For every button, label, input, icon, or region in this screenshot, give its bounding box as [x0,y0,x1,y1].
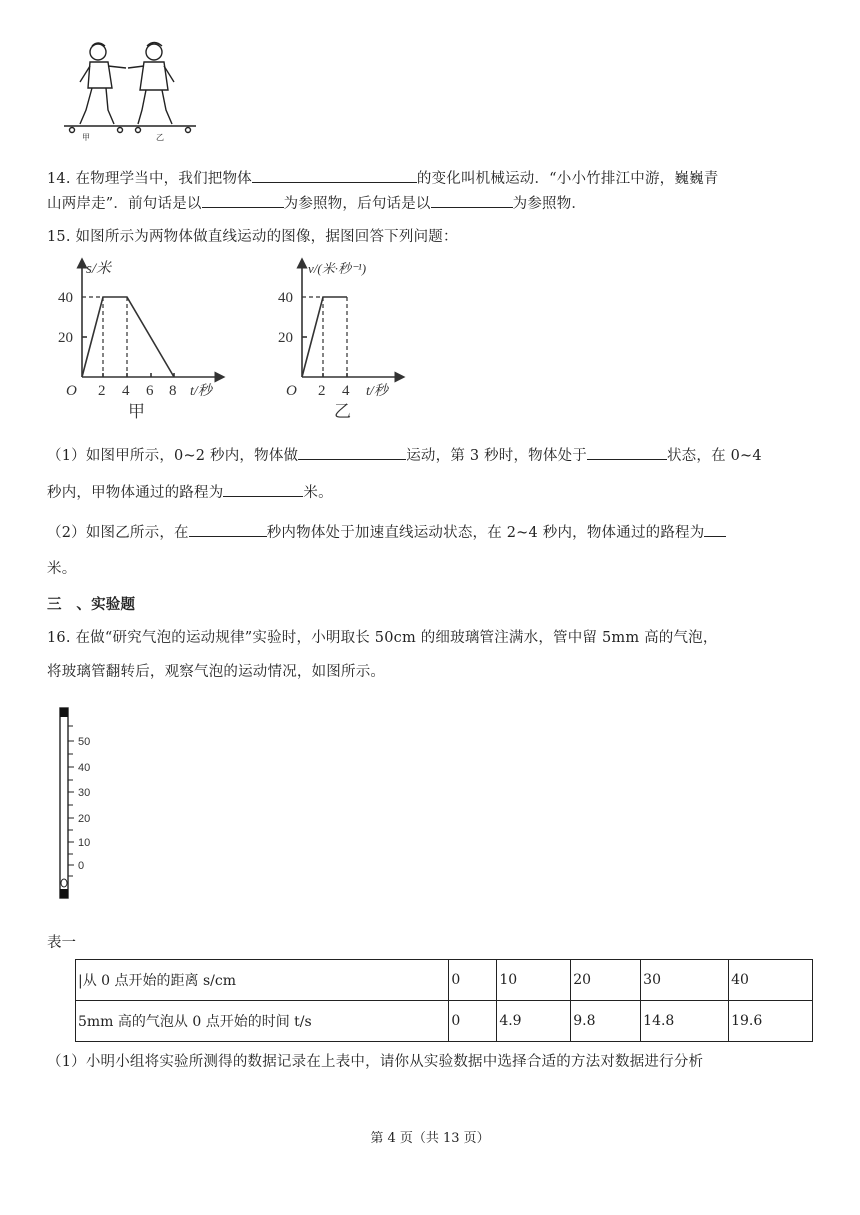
table-cell: 10 [497,960,571,1001]
q14-line1 [47,167,719,188]
table-cell: 40 [729,960,813,1001]
q15-p2-line2: 米。 [47,561,77,577]
yi-origin: O [286,383,297,399]
q15-stem: 15. 如图所示为两物体做直线运动的图像，据图回答下列问题： [47,229,458,245]
jia-x-label: t/秒 [190,384,212,399]
yi-xtick-2: 2 [318,383,326,399]
person-yi-label: 乙 [156,133,164,142]
q15-p1-blank-2[interactable] [587,444,667,460]
q14-blank-3[interactable] [431,192,513,208]
q14-blank-1[interactable] [252,167,417,183]
person-jia-label: 甲 [82,133,90,142]
table-cell: |从 0 点开始的距离 s/cm [76,960,449,1001]
q15-p1-text-e: 米。 [303,485,333,501]
q14-text-b: 的变化叫机械运动．“小小竹排江中游，巍巍青 [416,171,719,187]
q15-p2-blank-2[interactable] [704,521,726,537]
q16-p1: （1）小明小组将实验所测得的数据记录在上表中，请你从实验数据中选择合适的方法对数据进行分析 [47,1054,704,1070]
table-row [76,960,813,1001]
table-cell: 4.9 [497,1001,571,1042]
tube-mark-30: 30 [78,787,91,799]
graph-jia [50,255,240,420]
jia-xtick-6: 6 [146,383,154,399]
jia-ytick-20: 20 [58,330,73,346]
q16-line2: 将玻璃管翻转后，观察气泡的运动情况，如图所示。 [47,664,386,680]
tube-mark-0: 0 [78,860,85,872]
table-cell: 5mm 高的气泡从 0 点开始的时间 t/s [76,1001,449,1042]
q14-text-c: 山两岸走”．前句话是以 [47,196,202,212]
table-cell: 0 [449,1001,497,1042]
jia-ytick-40: 40 [58,290,73,306]
table-cell: 19.6 [729,1001,813,1042]
table-cell: 14.8 [641,1001,729,1042]
tube-mark-10: 10 [78,837,91,849]
table-cell: 20 [571,960,641,1001]
table-caption: 表一 [47,935,76,951]
q15-p1-blank-1[interactable] [298,444,406,460]
q15-p1-line1 [47,444,762,465]
q14-text-a: 14. 在物理学当中，我们把物体 [47,171,252,187]
jia-caption: 甲 [128,402,145,420]
q15-p1-text-b: 运动，第 3 秒时，物体处于 [406,448,587,464]
yi-xtick-4: 4 [342,383,350,399]
q16-line1: 16. 在做“研究气泡的运动规律”实验时，小明取长 50cm 的细玻璃管注满水，管中留 5mm 高的气泡， [47,630,718,646]
table-row [76,1001,813,1042]
graph-yi [270,255,440,420]
yi-y-label: v/(米·秒⁻¹) [308,261,367,276]
glass-tube-figure [56,706,106,902]
table-cell: 9.8 [571,1001,641,1042]
q14-text-d: 为参照物，后句话是以 [283,196,431,212]
page-footer: 第 4 页（共 13 页） [370,1131,490,1146]
q15-p2-blank-1[interactable] [189,521,267,537]
tube-mark-20: 20 [78,813,91,825]
skateboard-figure [50,38,200,142]
jia-data-line [82,297,174,377]
table-cell: 0 [449,960,497,1001]
q14-text-e: 为参照物． [512,196,587,212]
yi-data-line [302,297,347,377]
jia-origin: O [66,383,77,399]
jia-xtick-4: 4 [122,383,130,399]
jia-xtick-2: 2 [98,383,106,399]
yi-caption: 乙 [334,402,351,420]
q14-blank-2[interactable] [202,192,284,208]
section-heading: 三 、实验题 [47,597,136,613]
q15-p1-text-c: 状态，在 0~4 [666,448,762,464]
yi-x-label: t/秒 [366,384,388,399]
q15-p1-text-a: （1）如图甲所示，0~2 秒内，物体做 [47,448,299,464]
yi-ytick-40: 40 [278,290,293,306]
q15-p1-line2 [47,481,333,502]
yi-ytick-20: 20 [278,330,293,346]
jia-xtick-8: 8 [169,383,177,399]
jia-y-label: s/米 [86,261,112,277]
table-cell: 30 [641,960,729,1001]
q15-p2-text-b: 秒内物体处于加速直线运动状态，在 2~4 秒内，物体通过的路程为 [266,525,705,541]
q15-p1-blank-3[interactable] [223,481,303,497]
tube-mark-40: 40 [78,762,91,774]
q14-line2 [47,192,586,213]
data-table [75,959,813,1042]
q15-p2-text-a: （2）如图乙所示，在 [47,525,189,541]
q15-p1-text-d: 秒内，甲物体通过的路程为 [47,485,224,501]
tube-mark-50: 50 [78,736,91,748]
q15-p2-line1 [47,521,726,542]
